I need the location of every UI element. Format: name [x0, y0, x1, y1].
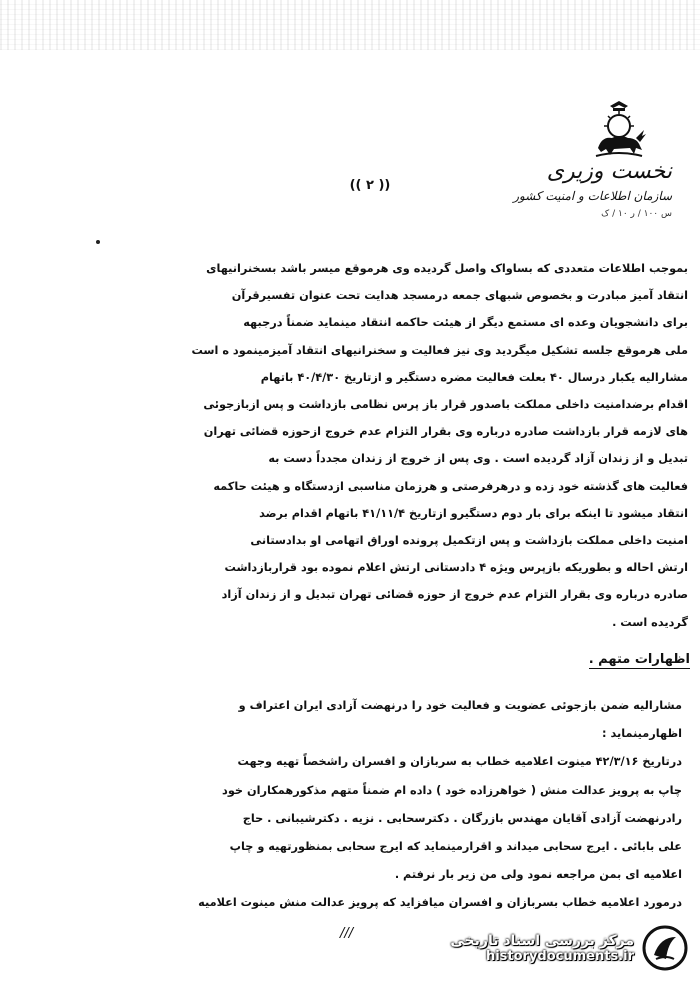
section-heading-statements: اظهارات متهم .: [588, 652, 690, 667]
letterhead-organization: سازمان اطلاعات و امنیت کشور: [513, 189, 672, 203]
watermark-text: [450, 933, 634, 964]
text-line: مشارالیه ضمن بازجوئی عضویت و فعالیت خود را درنهضت آزادی ایران اعتراف و: [238, 699, 682, 712]
text-line: اعلامیه ای بمن مراجعه نمود ولی من زیر بار نرفتم .: [394, 868, 682, 882]
archive-logo-icon: [642, 925, 688, 971]
paragraph-statements: [62, 692, 682, 918]
continuation-mark: ///: [340, 926, 354, 941]
watermark: [413, 918, 688, 978]
watermark-title: مرکز بررسی اسناد تاریخی: [450, 932, 634, 949]
text-line: بموجب اطلاعات متعددی که بساواک واصل گردیده وی هرموقع میسر باشد بسخنرانیهای: [206, 262, 688, 275]
page-number: (( ۲ )): [349, 178, 391, 193]
text-line: تبدیل و از زندان آزاد گردیده است . وی پس از خروج از زندان مجدداً دست به: [268, 452, 688, 466]
letterhead: [482, 158, 672, 222]
text-line: گردیده است .: [612, 615, 688, 629]
letterhead-reference: س ۱۰۰ / ر ۱۰ / ک: [601, 209, 672, 219]
text-line: رادرنهضت آزادی آقایان مهندس بازرگان . دکترسحابی . نزیه . دکترشیبانی . حاج: [242, 811, 682, 825]
text-line: ارتش احاله و بطوریکه بازپرس ویژه ۴ دادستانی ارتش اعلام نموده بود قراربازداشت: [224, 561, 688, 575]
punch-hole-dot: [96, 240, 100, 244]
lion-and-sun-emblem-icon: [590, 100, 648, 160]
text-line: انتقاد آمیز مبادرت و بخصوص شبهای جمعه درمسجد هدایت تحت عنوان تفسیرقرآن: [231, 289, 688, 303]
text-line: های لازمه قرار بازداشت صادره درباره وی بقرار التزام عدم خروج ازحوزه قضائی تهران: [203, 425, 688, 439]
text-line: علی بابائی . ایرج سحابی میداند و اقرارمینماید که ایرج سحابی بمنظورتهیه و چاپ: [229, 840, 682, 854]
scan-noise-band: [0, 0, 700, 50]
text-line: درتاریخ ۴۲/۳/۱۶ مینوت اعلامیه خطاب به سربازان و افسران راشخصاً تهیه وجهت: [237, 755, 682, 769]
text-line: برای دانشجویان وعده ای مستمع دیگر از هیئت حاکمه انتقاد مینماید ضمناً درجبهه: [243, 316, 688, 330]
text-line: ملی هرموقع جلسه تشکیل میگردید وی نیز فعالیت و سخنرانیهای انتقاد آمیزمینمود ه است: [191, 343, 688, 357]
text-line: فعالیت های گذشته خود زده و درهرفرصتی و هرزمان مناسبی ازدستگاه و هیئت حاکمه: [213, 479, 688, 493]
text-line: چاپ به پرویز عدالت منش ( خواهرزاده خود ) داده ام ضمناً متهم مذکورهمکاران خود: [222, 783, 682, 797]
letterhead-title: نخست وزیری: [546, 159, 672, 184]
watermark-url: historydocuments.ir: [485, 948, 634, 964]
text-line: اقدام برضدامنیت داخلی مملکت باصدور قرار باز پرس نظامی بازداشت و پس ازبازجوئی: [203, 398, 688, 412]
text-line: امنیت داخلی مملکت بازداشت و پس ازتکمیل پرونده اوراق اتهامی او بدادستانی: [250, 534, 688, 548]
text-line: مشارالیه یکبار درسال ۴۰ بعلت فعالیت مضره دستگیر و ازتاریخ ۴۰/۴/۳۰ باتهام: [260, 370, 688, 384]
text-line: انتقاد میشود تا اینکه برای بار دوم دستگیرو ازتاریخ ۴۱/۱۱/۴ باتهام اقدام برضد: [259, 506, 688, 520]
paragraph-background: [58, 255, 688, 636]
text-line: اظهارمینماید :: [602, 727, 682, 741]
text-line: صادره درباره وی بقرار التزام عدم خروج از حوزه قضائی تهران تبدیل و از زندان آزاد: [221, 588, 688, 602]
text-line: درمورد اعلامیه خطاب بسربازان و افسران میافزاید که پرویز عدالت منش مینوت اعلامیه: [198, 896, 682, 910]
